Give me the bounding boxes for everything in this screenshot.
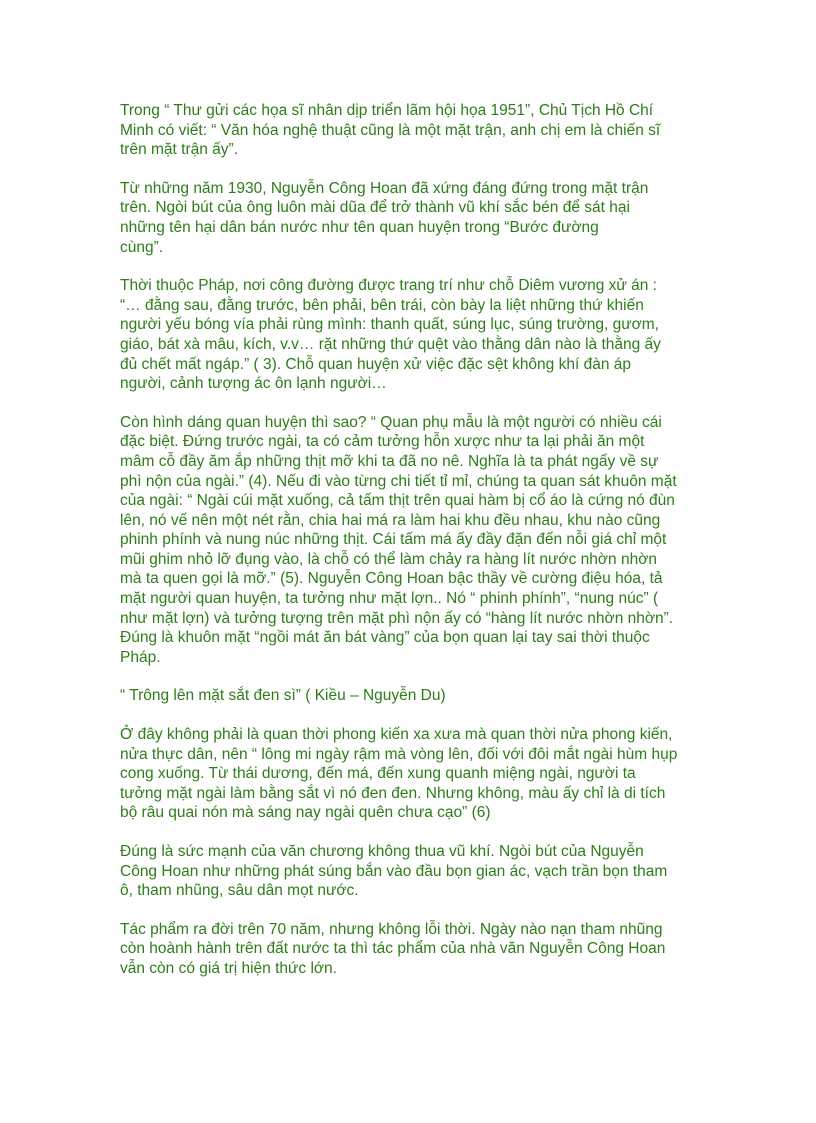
paragraph (120, 276, 700, 394)
text-line: trên mặt trận ấy”. (120, 141, 239, 159)
text-line: Trong “ Thư gửi các họa sĩ nhân dịp triển lãm hội họa 1951”, Chủ Tịch Hồ Chí (120, 102, 654, 119)
text-line: Đúng là sức mạnh của văn chương không thua vũ khí. Ngòi bút của Nguyễn (120, 843, 644, 860)
text-line: Minh có viết: “ Văn hóa nghệ thuật cũng là một mặt trận, anh chị em là chiến sĩ (120, 121, 661, 139)
text-line: Từ những năm 1930, Nguyễn Công Hoan đã xứng đáng đứng trong mặt trận (120, 179, 649, 197)
text-line: vẫn còn có giá trị hiện thức lớn. (120, 959, 337, 977)
paragraph (120, 101, 700, 160)
paragraph (120, 842, 700, 901)
text-line: bộ râu quai nón mà sáng nay ngài quên chưa cạo” (6) (120, 804, 491, 822)
text-line: của ngài: “ Ngài cúi mặt xuống, cả tấm thịt trên quai hàm bị cổ áo là cứng nó đùn (120, 492, 675, 510)
text-line: tưởng mặt ngài làm bằng sắt vì nó đen đen. Nhưng không, màu ấy chỉ là di tích (120, 784, 666, 802)
text-line: lên, nó vế nên một nét rằn, chia hai má ra làm hai khu đều nhau, khu nào cũng (120, 511, 661, 529)
text-line: mặt người quan huyện, ta tưởng như mặt lợn.. Nó “ phinh phính”, “nung núc” ( (120, 590, 659, 608)
text-line: phì nộn của ngài.” (4). Nếu đi vào từng chi tiết tỉ mỉ, chúng ta quan sát khuôn mặt (120, 472, 677, 490)
text-line: Thời thuộc Pháp, nơi công đường được trang trí như chỗ Diêm vương xử án : (120, 277, 657, 295)
text-line: còn hoành hành trên đất nước ta thì tác phẩm của nhà văn Nguyễn Công Hoan (120, 940, 666, 958)
text-line: như mặt lợn) và tưởng tượng trên mặt phì nộn ấy có “hàng lít nước nhờn nhờn”. (120, 609, 674, 627)
text-line: Đúng là khuôn mặt “ngồi mát ăn bát vàng” của bọn quan lại tay sai thời thuộc (120, 629, 650, 647)
text-line: nửa thực dân, nên “ lông mi ngày rậm mà vòng lên, đối với đôi mắt ngài hùm hụp (120, 745, 678, 763)
text-line: người yếu bóng vía phải rùng mình: thanh quất, súng lục, súng trường, gươm, (120, 316, 659, 334)
text-line: cùng”. (120, 238, 164, 256)
text-line: đặc biệt. Đứng trước ngài, ta có cảm tưởng hỗn xược như ta lại phải ăn một (120, 433, 645, 451)
text-line: phinh phính và nung núc những thịt. Cái tấm má ấy đầy đặn đến nỗi giá chỉ một (120, 531, 667, 549)
text-line: mâm cỗ đầy ăm ắp những thịt mỡ khi ta đã no nê. Nghĩa là ta phát ngấy về sự (120, 452, 659, 470)
text-line: “ Trông lên mặt sắt đen sì” ( Kiều – Nguyễn Du) (120, 687, 446, 705)
paragraph (120, 725, 700, 823)
paragraph (120, 920, 700, 979)
text-line: “… đằng sau, đằng trước, bên phải, bên trái, còn bày la liệt những thứ khiến (120, 296, 644, 314)
text-line: những tên hại dân bán nước như tên quan huyện trong “Bước đường (120, 218, 599, 236)
text-line: trên. Ngòi bút của ông luôn mài dũa để trở thành vũ khí sắc bén để sát hại (120, 199, 630, 217)
text-line: Công Hoan như những phát súng bắn vào đầu bọn gian ác, vạch trần bọn tham (120, 862, 668, 880)
text-line: cong xuống. Từ thái dương, đến má, đến xung quanh miệng ngài, người ta (120, 765, 636, 783)
paragraph (120, 413, 700, 668)
paragraph (120, 686, 700, 706)
text-line: mà ta quen gọi là mỡ.” (5). Nguyễn Công Hoan bậc thầy về cường điệu hóa, tả (120, 570, 663, 588)
text-line: đủ chết mất ngáp.” ( 3). Chỗ quan huyện xử việc đặc sệt không khí đàn áp (120, 355, 631, 373)
text-line: Tác phẩm ra đời trên 70 năm, nhưng không lỗi thời. Ngày nào nạn tham nhũng (120, 920, 663, 938)
text-line: Ở đây không phải là quan thời phong kiến xa xưa mà quan thời nửa phong kiến, (120, 726, 673, 744)
text-line: Còn hình dáng quan huyện thì sao? “ Quan phụ mẫu là một người có nhiều cái (120, 413, 662, 431)
text-line: ô, tham nhũng, sâu dân mọt nước. (120, 882, 359, 900)
paragraph (120, 179, 700, 257)
text-line: mũi ghim nhỏ lỡ đụng vào, là chỗ có thể làm chảy ra hàng lít nước nhờn nhờn (120, 550, 657, 568)
document-body (120, 101, 700, 998)
text-line: người, cảnh tượng ác ôn lạnh người… (120, 375, 387, 393)
text-line: Pháp. (120, 648, 161, 666)
text-line: giáo, bát xà mâu, kích, v.v… rặt những thứ quệt vào thằng dân nào là thằng ấy (120, 335, 661, 353)
